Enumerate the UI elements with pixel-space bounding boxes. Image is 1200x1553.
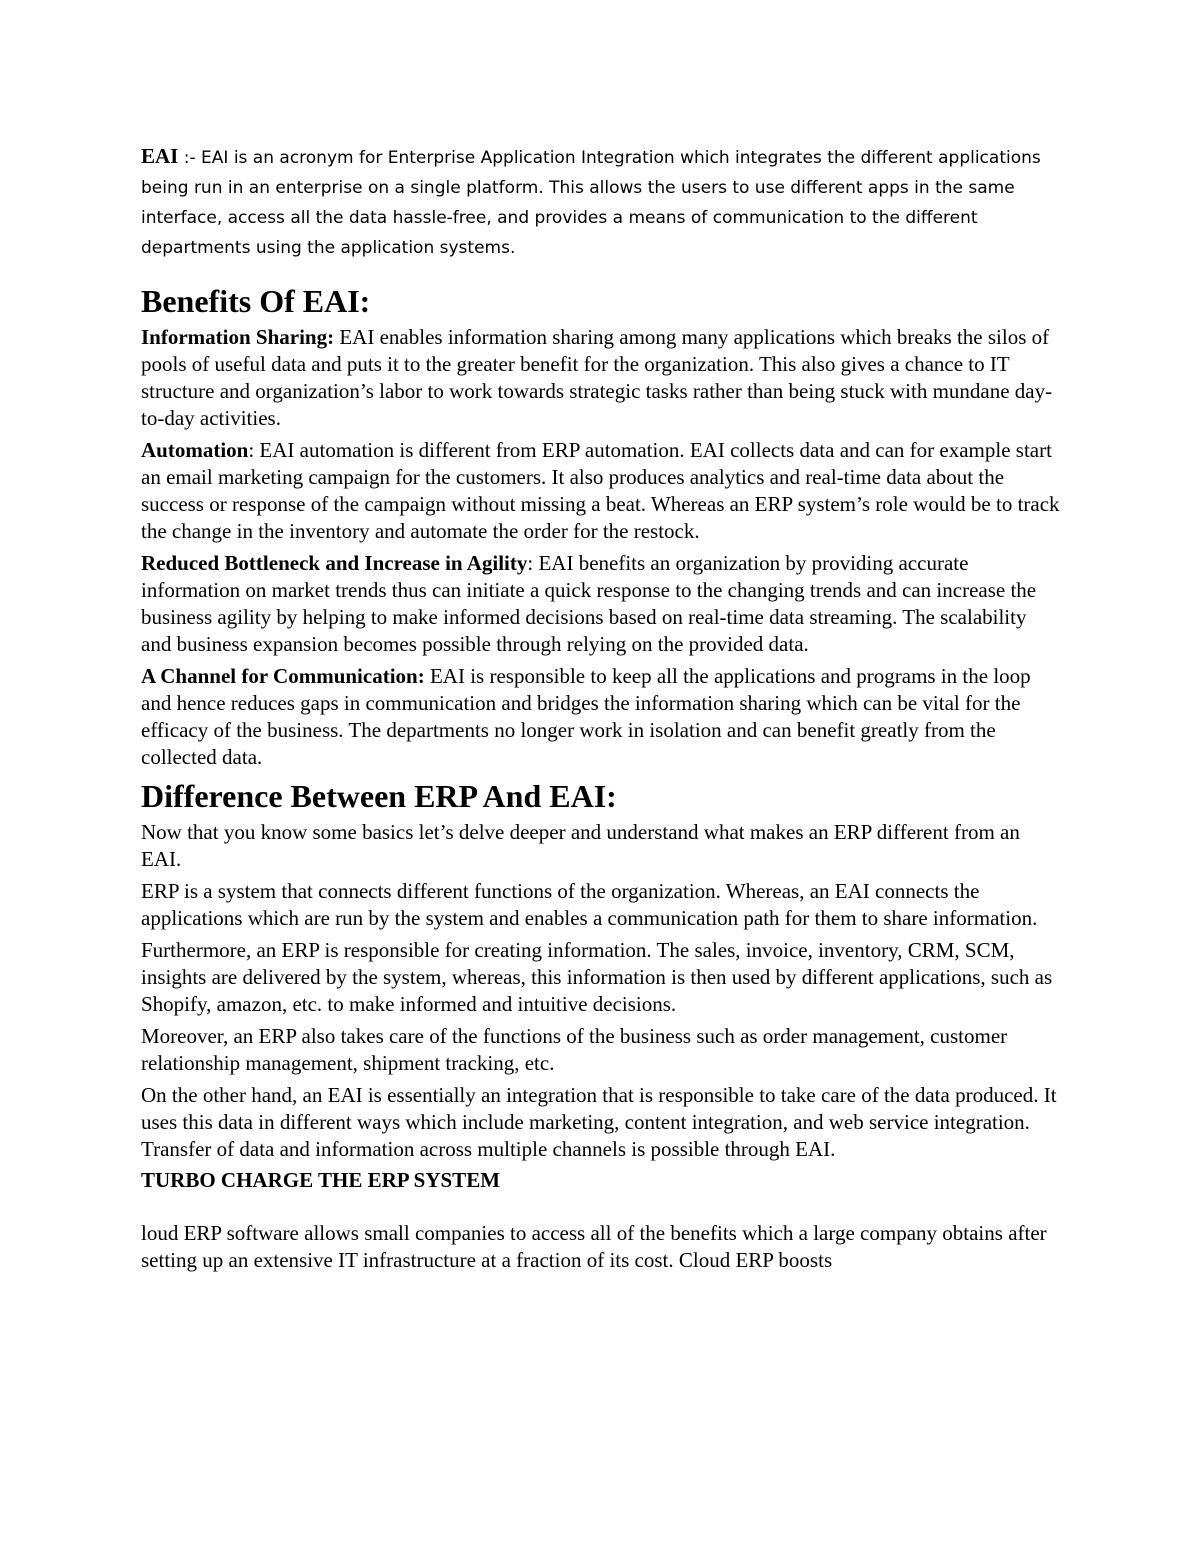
- turbo-heading: TURBO CHARGE THE ERP SYSTEM: [141, 1168, 501, 1192]
- difference-paragraph: Moreover, an ERP also takes care of the functions of the business such as order management, customer relationship management, shipment tracking, etc.: [141, 1024, 1008, 1075]
- intro-paragraph: [141, 141, 1061, 263]
- benefit-channel-communication: [141, 663, 1061, 771]
- benefit-lead: A Channel for Communication:: [141, 664, 425, 688]
- difference-paragraph: Now that you know some basics let’s delve deeper and understand what makes an ERP different from an EAI.: [141, 820, 1020, 871]
- benefit-lead: Reduced Bottleneck and Increase in Agility: [141, 551, 528, 575]
- benefit-automation: [141, 437, 1061, 545]
- intro-term: EAI: [141, 144, 179, 168]
- benefit-text: EAI enables information sharing among many applications which breaks the silos of pools of useful data and puts it to the greater benefit for the organization. This also gives a chance to IT structure and organization’s labor to work towards strategic tasks rather than being stuck with mundane day-to-day activities.: [141, 325, 1053, 430]
- difference-heading: Difference Between ERP And EAI:: [141, 778, 617, 814]
- benefit-reduced-bottleneck: [141, 550, 1061, 658]
- benefit-text: : EAI benefits an organization by providing accurate information on market trends thus can initiate a quick response to the changing trends and can increase the business agility by helping to make informed decisions based on real-time data streaming. The scalability and business expansion becomes possible through relying on the provided data.: [141, 551, 1037, 656]
- difference-paragraph: On the other hand, an EAI is essentially an integration that is responsible to take care of the data produced. It uses this data in different ways which include marketing, content integration, and web service integration. Transfer of data and information across multiple channels is possible through EAI.: [141, 1083, 1057, 1161]
- benefit-text: : EAI automation is different from ERP automation. EAI collects data and can for example start an email marketing campaign for the customers. It also produces analytics and real-time data about the success or response of the campaign without missing a beat. Whereas an ERP system’s role would be to track the change in the inventory and automate the order for the restock.: [141, 438, 1060, 543]
- benefit-information-sharing: [141, 324, 1061, 432]
- benefits-heading: Benefits Of EAI:: [141, 283, 371, 319]
- intro-text: :- EAI is an acronym for Enterprise Application Integration which integrates the different applications being run in an enterprise on a single platform. This allows the users to use different apps in the same interface, access all the data hassle-free, and provides a means of communication to the different departments using the application systems.: [141, 148, 1041, 258]
- benefit-lead: Automation: [141, 438, 249, 462]
- difference-paragraph: ERP is a system that connects different functions of the organization. Whereas, an EAI connects the applications which are run by the system and enables a communication path for them to share information.: [141, 879, 1038, 930]
- document-page: [141, 141, 1061, 1279]
- turbo-paragraph: loud ERP software allows small companies to access all of the benefits which a large company obtains after setting up an extensive IT infrastructure at a fraction of its cost. Cloud ERP boosts: [141, 1221, 1047, 1272]
- benefit-text: EAI is responsible to keep all the applications and programs in the loop and hence reduces gaps in communication and bridges the information sharing which can be vital for the efficacy of the business. The departments no longer work in isolation and can benefit greatly from the collected data.: [141, 664, 1031, 769]
- benefit-lead: Information Sharing:: [141, 325, 335, 349]
- difference-paragraph: Furthermore, an ERP is responsible for creating information. The sales, invoice, inventory, CRM, SCM, insights are delivered by the system, whereas, this information is then used by different applications, such as Shopify, amazon, etc. to make informed and intuitive decisions.: [141, 938, 1053, 1016]
